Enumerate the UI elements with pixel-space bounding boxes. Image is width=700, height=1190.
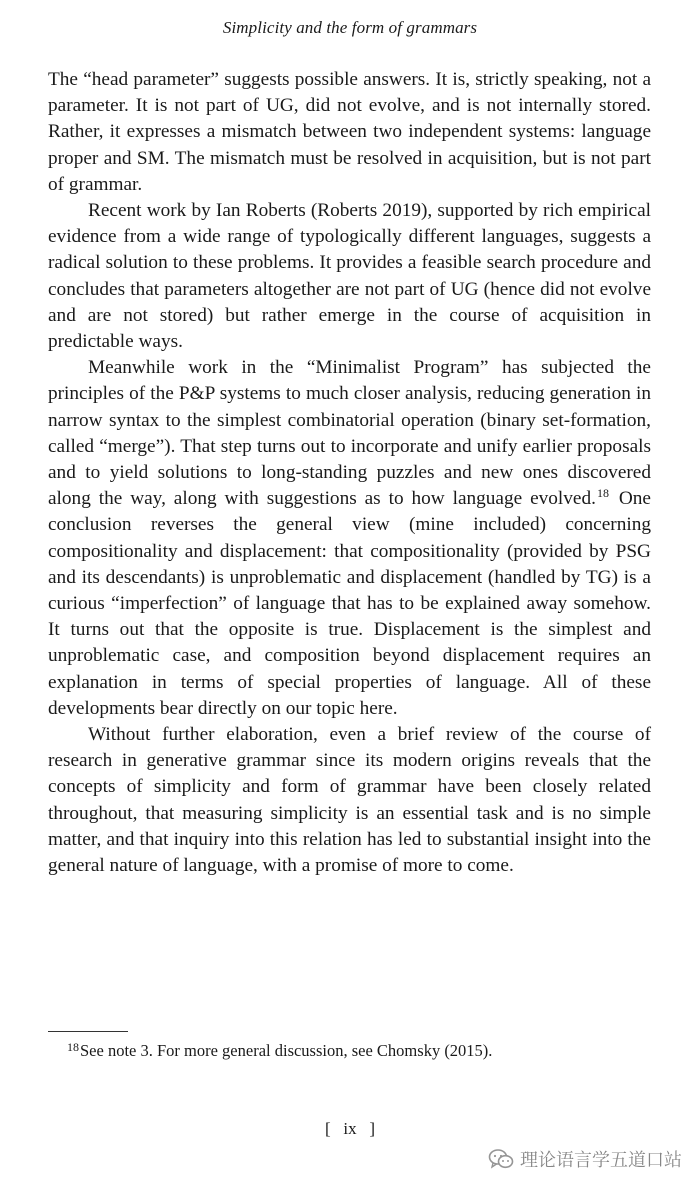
- paragraph-4: Without further elaboration, even a brief review of the course of research in generative grammar since its modern origins reveals that the concepts of simplicity and form of grammar have been closely related throughout, that measuring simplicity is an essential task and is no simple matter, and that inquiry into this relation has led to substantial insight into the general nature of language, with a promise of more to come.: [48, 724, 651, 877]
- footnote-number: 18: [67, 1040, 79, 1054]
- watermark-text: 理论语言学五道口站: [520, 1150, 682, 1171]
- paragraph-3: [48, 355, 651, 722]
- body-text: [48, 67, 651, 879]
- running-head: Simplicity and the form of grammars: [222, 18, 478, 37]
- footnote-marker-18[interactable]: 18: [596, 486, 609, 501]
- wechat-icon: [488, 1148, 514, 1170]
- footnote-text: See note 3. For more general discussion, see Chomsky (2015).: [80, 1041, 493, 1060]
- page-number: [ ix ]: [324, 1119, 376, 1138]
- paragraph-3-text-after: One conclusion reverses the general view (mine included) concerning compositionality and displacement: that compositionality (provided by PSG and its descendants) is unproblematic and displacement (handled by TG) is a curious “imperfection” of language that has to be explained away somehow. It turns out that the opposite is true. Displacement is the simplest and unproblematic case, and composition beyond displacement requires an explanation in terms of special properties of language. All of these developments bear directly on our topic here.: [48, 488, 651, 719]
- footnote-rule: [48, 1031, 128, 1032]
- paragraph-1: The “head parameter” suggests possible answers. It is, strictly speaking, not a parameter. It is not part of UG, did not evolve, and is not internally stored. Rather, it expresses a mismatch between two independent systems: language proper and SM. The mismatch must be resolved in acquisition, but is not part of grammar.: [48, 69, 651, 195]
- footnote-18: [67, 1040, 657, 1062]
- paragraph-2: Recent work by Ian Roberts (Roberts 2019), supported by rich empirical evidence from a wide range of typologically different languages, suggests a radical solution to these problems. It provides a feasible search procedure and concludes that parameters altogether are not part of UG (hence did not evolve and are not stored) but rather emerge in the course of acquisition in predictable ways.: [48, 200, 651, 353]
- watermark: [488, 1146, 682, 1172]
- paragraph-3-text-before: Meanwhile work in the “Minimalist Program” has subjected the principles of the P&P systems to much closer analysis, reducing generation in narrow syntax to the simplest combinatorial operation (binary set-formation, called “merge”). That step turns out to incorporate and unify earlier proposals and to yield solutions to long-standing puzzles and new ones discovered along the way, along with suggestions as to how language evolved.: [48, 357, 651, 510]
